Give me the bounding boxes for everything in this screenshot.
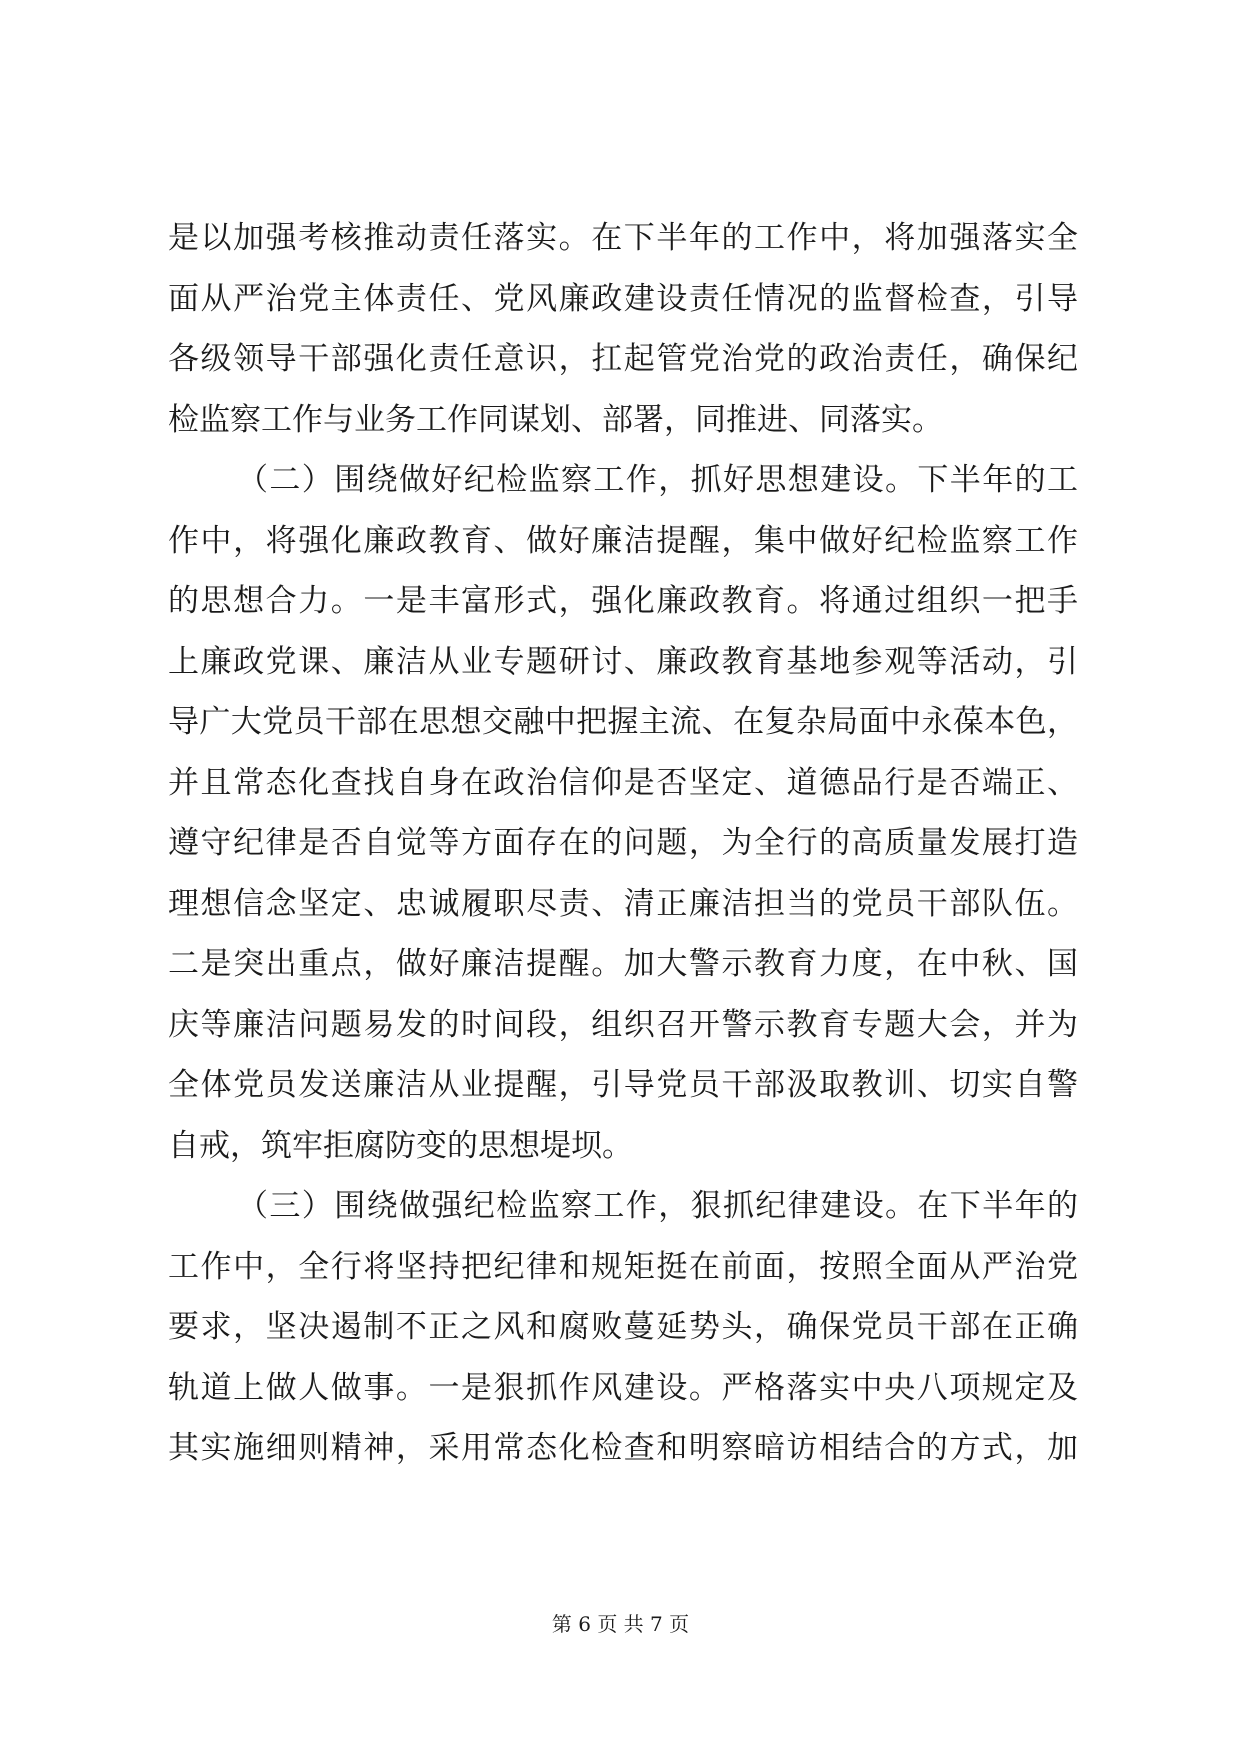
body-line: 并且常态化查找自身在政治信仰是否坚定、道德品行是否端正、 — [168, 765, 1078, 801]
section-heading-line: （二）围绕做好纪检监察工作，抓好思想建设。下半年的工 — [237, 462, 1078, 498]
body-line: 上廉政党课、廉洁从业专题研讨、廉政教育基地参观等活动，引 — [168, 644, 1078, 680]
body-line: 作中，将强化廉政教育、做好廉洁提醒，集中做好纪检监察工作 — [168, 523, 1078, 559]
body-line: 自戒，筑牢拒腐防变的思想堤坝。 — [168, 1128, 633, 1164]
section-heading-line: （三）围绕做强纪检监察工作，狠抓纪律建设。在下半年的 — [237, 1188, 1078, 1224]
body-line: 检监察工作与业务工作同谋划、部署，同推进、同落实。 — [168, 402, 943, 438]
body-line: 轨道上做人做事。一是狠抓作风建设。严格落实中央八项规定及 — [168, 1370, 1078, 1406]
body-line: 要求，坚决遏制不正之风和腐败蔓延势头，确保党员干部在正确 — [168, 1309, 1078, 1345]
body-line: 导广大党员干部在思想交融中把握主流、在复杂局面中永葆本色， — [168, 704, 1078, 740]
body-line: 面从严治党主体责任、党风廉政建设责任情况的监督检查，引导 — [168, 281, 1078, 317]
body-line: 理想信念坚定、忠诚履职尽责、清正廉洁担当的党员干部队伍。 — [168, 886, 1078, 922]
body-line: 的思想合力。一是丰富形式，强化廉政教育。将通过组织一把手 — [168, 583, 1078, 619]
body-line: 是以加强考核推动责任落实。在下半年的工作中，将加强落实全 — [168, 220, 1078, 256]
body-line: 遵守纪律是否自觉等方面存在的问题，为全行的高质量发展打造 — [168, 825, 1078, 861]
body-line: 全体党员发送廉洁从业提醒，引导党员干部汲取教训、切实自警 — [168, 1067, 1078, 1103]
body-line: 工作中，全行将坚持把纪律和规矩挺在前面，按照全面从严治党 — [168, 1249, 1078, 1285]
page-number-footer: 第 6 页 共 7 页 — [551, 1612, 690, 1636]
body-line: 其实施细则精神，采用常态化检查和明察暗访相结合的方式，加 — [168, 1430, 1078, 1466]
body-line: 二是突出重点，做好廉洁提醒。加大警示教育力度，在中秋、国 — [168, 946, 1078, 982]
body-line: 庆等廉洁问题易发的时间段，组织召开警示教育专题大会，并为 — [168, 1007, 1078, 1043]
body-line: 各级领导干部强化责任意识，扛起管党治党的政治责任，确保纪 — [168, 341, 1078, 377]
